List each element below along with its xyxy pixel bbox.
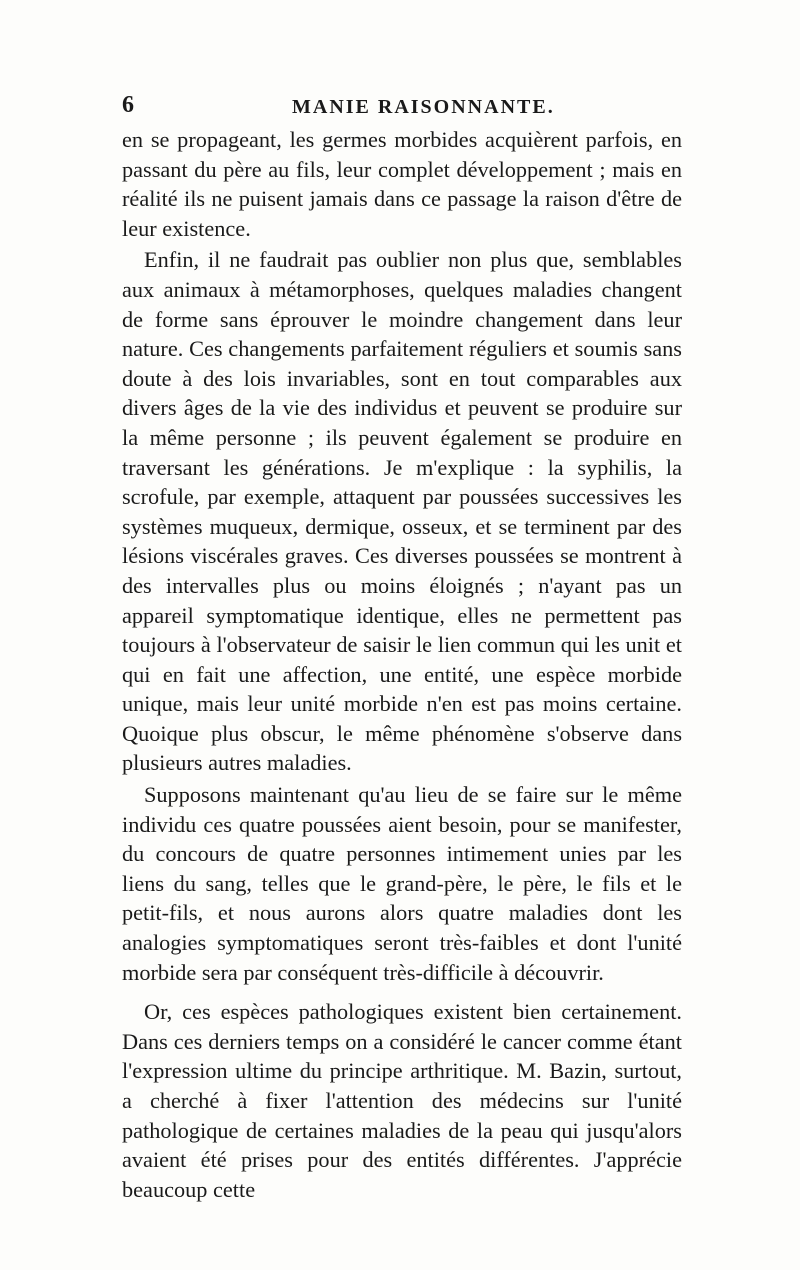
page-number: 6 [122, 92, 134, 118]
page-header [122, 92, 682, 122]
body-text [122, 125, 682, 1204]
paragraph-supposons: Supposons maintenant qu'au lieu de se faire sur le même individu ces quatre poussées aient besoin, pour se manifester, du concours de quatre personnes intimement unies par les liens du sang, telles que le grand-père, le père, le fils et le petit-fils, et nous aurons alors quatre maladies dont les analogies symptomatiques seront très-faibles et dont l'unité morbide sera par conséquent très-difficile à découvrir. [122, 782, 682, 985]
paragraph-enfin: Enfin, il ne faudrait pas oublier non plus que, semblables aux animaux à métamorphoses, quelques maladies changent de forme sans éprouver le moindre changement dans leur nature. Ces changements parfaitement réguliers et soumis sans doute à des lois invariables, sont en tout comparables aux divers âges de la vie des individus et peuvent se produire sur la même personne ; ils peuvent également se produire en traversant les générations. Je m'explique : la syphilis, la scrofule, par exemple, attaquent par poussées successives les systèmes muqueux, dermique, osseux, et se terminent par des lésions viscérales graves. Ces diverses poussées se montrent à des intervalles plus ou moins éloignés ; n'ayant pas un appareil symptomatique identique, elles ne permettent pas toujours à l'observateur de saisir le lien commun qui les unit et qui en fait une affection, une entité, une espèce morbide unique, mais leur unité morbide n'en est pas moins certaine. Quoique plus obscur, le même phénomène s'observe dans plusieurs autres maladies. [122, 247, 682, 776]
paragraph-or: Or, ces espèces pathologiques existent bien certainement. Dans ces derniers temps on a considéré le cancer comme étant l'expression ultime du principe arthritique. M. Bazin, surtout, a cherché à fixer l'attention des médecins sur l'unité pathologique de certaines maladies de la peau qui jusqu'alors avaient été prises pour des entités différentes. J'apprécie beaucoup cette [122, 999, 682, 1202]
paragraph-continuation: en se propageant, les germes morbides acquièrent parfois, en passant du père au fils, leur complet développement ; mais en réalité ils ne puisent jamais dans ce passage la raison d'être de leur existence. [122, 127, 682, 241]
running-head: MANIE RAISONNANTE. [292, 96, 555, 118]
